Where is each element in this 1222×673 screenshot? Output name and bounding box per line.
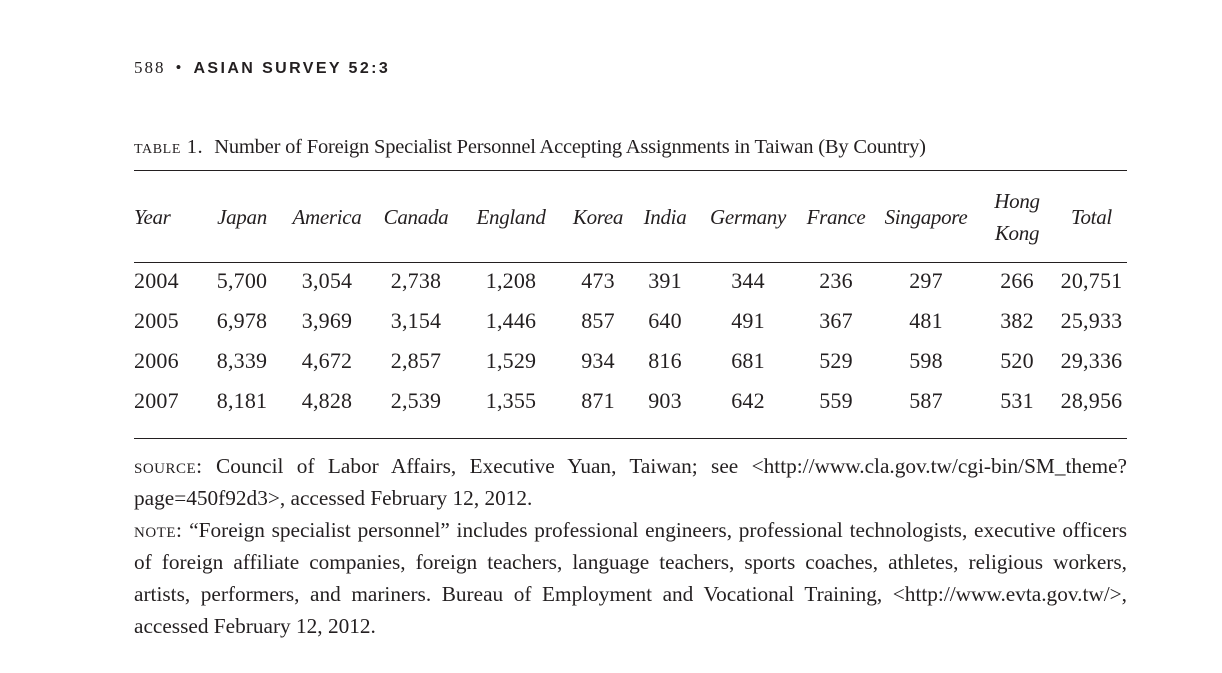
table-cell: 559 xyxy=(819,388,853,413)
table-cell: 344 xyxy=(731,268,765,293)
table-cell: 640 xyxy=(648,308,682,333)
column-header: America xyxy=(292,204,362,229)
column-header: Year xyxy=(134,204,171,229)
table-cell: 4,672 xyxy=(301,348,353,373)
table-cell: 29,336 xyxy=(1060,348,1123,373)
column-header: Germany xyxy=(709,204,787,229)
table-cell: 382 xyxy=(1000,308,1034,333)
table-cell: 1,355 xyxy=(485,388,537,413)
table-cell: 266 xyxy=(1000,268,1034,293)
table-row xyxy=(134,301,1127,341)
table-cell: 20,751 xyxy=(1060,268,1123,293)
column-header: Canada xyxy=(383,204,449,229)
table-cell: 8,339 xyxy=(216,348,268,373)
year-cell: 2005 xyxy=(134,308,179,333)
journal-title: ASIAN SURVEY 52:3 xyxy=(193,60,391,77)
header-bottom-rule xyxy=(134,262,1127,263)
table-cell: 2,857 xyxy=(390,348,442,373)
bullet-separator: • xyxy=(175,58,184,77)
table-cell: 531 xyxy=(1000,388,1034,413)
table-cell: 1,446 xyxy=(485,308,537,333)
column-header: Hong Kong xyxy=(994,188,1040,245)
table-cell: 2,738 xyxy=(390,268,442,293)
note xyxy=(134,514,1127,642)
year-cell: 2006 xyxy=(134,348,179,373)
table-cell: 236 xyxy=(819,268,853,293)
column-header: India xyxy=(643,204,687,229)
table-notes xyxy=(134,450,1127,642)
running-head xyxy=(134,58,390,78)
table-bottom-rule xyxy=(134,438,1127,439)
table-cell: 3,154 xyxy=(390,308,442,333)
table-cell: 529 xyxy=(819,348,853,373)
page-number: 588 xyxy=(134,58,166,77)
table-label: table 1. xyxy=(134,136,204,158)
table-cell: 4,828 xyxy=(301,388,353,413)
source-label: source: xyxy=(134,454,203,478)
table-row xyxy=(134,381,1127,421)
column-header: England xyxy=(476,204,546,229)
table-cell: 642 xyxy=(731,388,765,413)
column-header: Japan xyxy=(217,204,267,229)
table-cell: 473 xyxy=(581,268,615,293)
table-cell: 934 xyxy=(581,348,615,373)
table-header-row xyxy=(134,172,1127,261)
data-table xyxy=(134,172,1127,421)
column-header: Korea xyxy=(572,204,624,229)
table-cell: 871 xyxy=(581,388,615,413)
source-note xyxy=(134,450,1127,514)
table-cell: 3,969 xyxy=(301,308,353,333)
table-cell: 816 xyxy=(648,348,682,373)
table-cell: 491 xyxy=(731,308,765,333)
table-cell: 1,529 xyxy=(485,348,537,373)
table-cell: 598 xyxy=(909,348,943,373)
column-header: Singapore xyxy=(884,204,968,229)
table-cell: 520 xyxy=(1000,348,1034,373)
table-row xyxy=(134,261,1127,301)
table-cell: 8,181 xyxy=(216,388,268,413)
table-cell: 367 xyxy=(819,308,853,333)
column-header: France xyxy=(806,204,866,229)
table-cell: 391 xyxy=(648,268,682,293)
note-label: note: xyxy=(134,518,183,542)
table-cell: 6,978 xyxy=(216,308,268,333)
year-cell: 2004 xyxy=(134,268,179,293)
table-cell: 2,539 xyxy=(390,388,442,413)
table-cell: 1,208 xyxy=(485,268,537,293)
table-top-rule xyxy=(134,170,1127,171)
table-cell: 5,700 xyxy=(216,268,268,293)
table-cell: 587 xyxy=(909,388,943,413)
table-cell: 681 xyxy=(731,348,765,373)
table-row xyxy=(134,341,1127,381)
table-cell: 297 xyxy=(909,268,943,293)
table-cell: 28,956 xyxy=(1060,388,1123,413)
table-cell: 481 xyxy=(909,308,943,333)
source-text: Council of Labor Affairs, Executive Yuan, Taiwan; see <http://www.cla.gov.tw/cgi-bin/SM_theme?page=450f92d3>, accessed February 12, 2012. xyxy=(134,454,1127,510)
table-cell: 857 xyxy=(581,308,615,333)
column-header: Total xyxy=(1071,204,1112,229)
note-text: “Foreign specialist personnel” includes professional engineers, professional technologists, executive officers of foreign affiliate companies, foreign teachers, language teachers, sports coaches, athletes, religious workers, artists, performers, and mariners. Bureau of Employment and Vocational Training, <http://www.evta.gov.tw/>, accessed February 12, 2012. xyxy=(134,518,1127,638)
year-cell: 2007 xyxy=(134,388,179,413)
table-cell: 3,054 xyxy=(301,268,353,293)
table-cell: 25,933 xyxy=(1060,308,1123,333)
table-cell: 903 xyxy=(648,388,682,413)
table-title: Number of Foreign Specialist Personnel Accepting Assignments in Taiwan (By Country) xyxy=(214,136,926,158)
table-caption xyxy=(134,136,926,159)
